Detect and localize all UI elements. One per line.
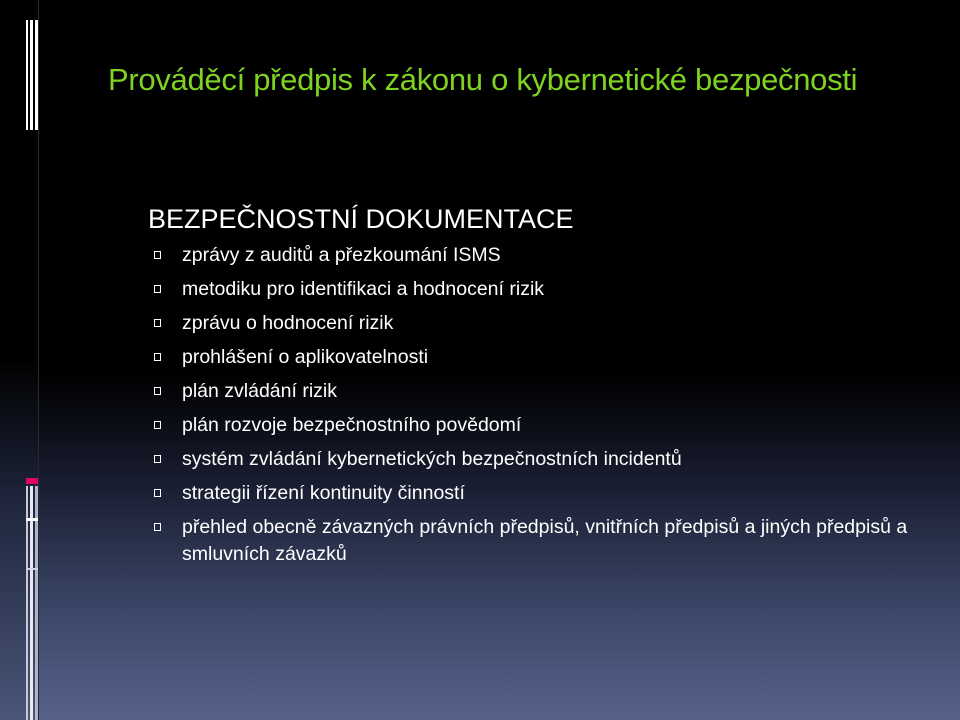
list-item: zprávu o hodnocení rizik [148, 310, 928, 337]
hollow-square-icon [154, 285, 161, 293]
hollow-square-icon [154, 421, 161, 429]
list-item: zprávy z auditů a přezkoumání ISMS [148, 242, 928, 269]
slide-title: Prováděcí předpis k zákonu o kybernetické bezpečnosti [108, 62, 858, 97]
hollow-square-icon [154, 523, 161, 531]
hollow-square-icon [154, 353, 161, 361]
bullet-list [148, 242, 928, 568]
list-item: metodiku pro identifikaci a hodnocení rizik [148, 276, 928, 303]
upper-stripe-decoration [26, 20, 38, 130]
hollow-square-icon [154, 319, 161, 327]
list-item: prohlášení o aplikovatelnosti [148, 344, 928, 371]
section-heading: BEZPEČNOSTNÍ DOKUMENTACE [148, 204, 574, 234]
list-item: systém zvládání kybernetických bezpečnostních incidentů [148, 446, 928, 473]
list-item: strategii řízení kontinuity činností [148, 480, 928, 507]
content-area [148, 200, 928, 575]
hollow-square-icon [154, 455, 161, 463]
hollow-square-icon [154, 489, 161, 497]
hollow-square-icon [154, 387, 161, 395]
lower-stripe-decoration [26, 478, 38, 720]
list-item: přehled obecně závazných právních předpisů, vnitřních předpisů a jiných předpisů a smluvních závazků [148, 514, 928, 568]
list-item: plán rozvoje bezpečnostního povědomí [148, 412, 928, 439]
hollow-square-icon [154, 251, 161, 259]
list-item: plán zvládání rizik [148, 378, 928, 405]
